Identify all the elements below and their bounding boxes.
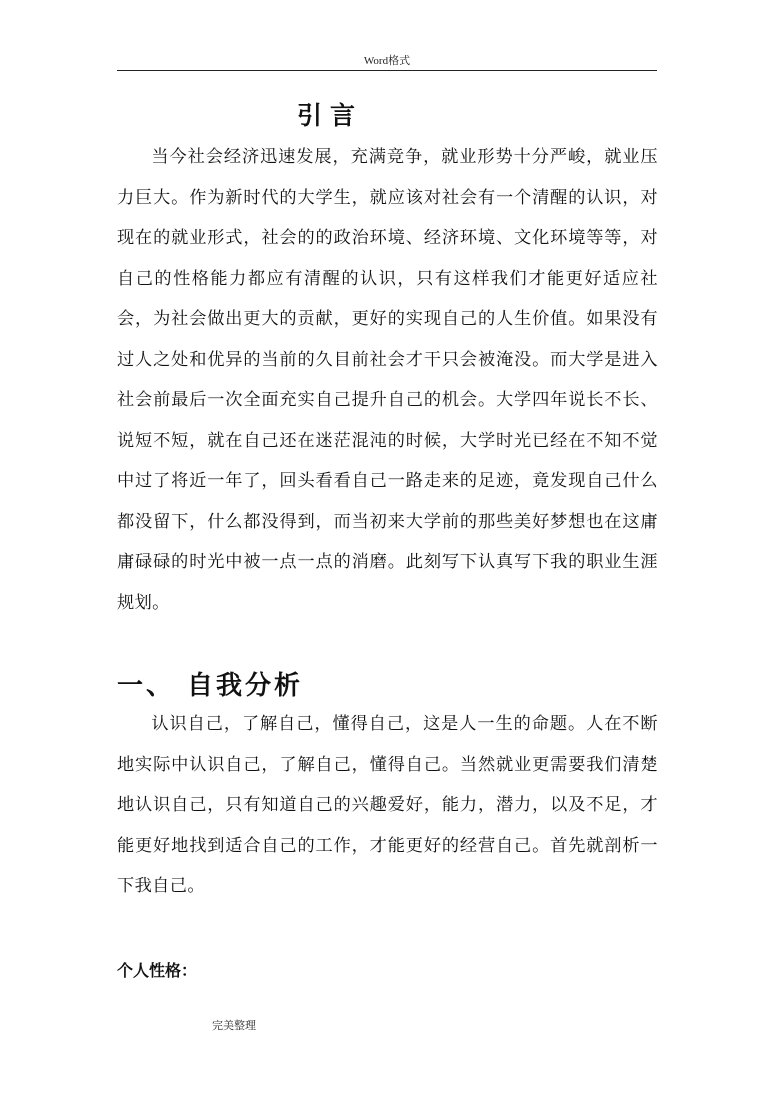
self-analysis-paragraph: 认识自己，了解自己，懂得自己，这是人一生的命题。人在不断地实际中认识自己，了解自己，懂得自己。当然就业更需要我们清楚地认识自己，只有知道自己的兴趣爱好，能力，潜力，以及不足，才能更好地找到适合自己的工作，才能更好的经营自己。首先就剖析一下我自己。 [117, 714, 658, 896]
section-title-self-analysis: 一、 自我分析 [117, 671, 304, 701]
intro-title: 引言 [296, 101, 363, 130]
page-header: Word格式 [363, 55, 411, 67]
header-rule [117, 70, 657, 71]
page-footer: 完美整理 [212, 1019, 256, 1032]
personality-subheading: 个人性格： [117, 961, 198, 980]
intro-paragraph: 当今社会经济迅速发展，充满竞争，就业形势十分严峻，就业压力巨大。作为新时代的大学生，就应该对社会有一个清醒的认识，对现在的就业形式，社会的的政治环境、经济环境、文化环境等等，对自己的性格能力都应有清醒的认识，只有这样我们才能更好适应社会，为社会做出更大的贡献，更好的实现自己的人生价值。如果没有过人之处和优异的当前的久目前社会才干只会被淹没。而大学是进入社会前最后一次全面充实自己提升自己的机会。大学四年说长不长、说短不短，就在自己还在迷茫混沌的时候，大学时光已经在不知不觉中过了将近一年了，回头看看自己一路走来的足迹，竟发现自己什么都没留下，什么都没得到，而当初来大学前的那些美好梦想也在这庸庸碌碌的时光中被一点一点的消磨。此刻写下认真写下我的职业生涯规划。 [117, 147, 658, 613]
